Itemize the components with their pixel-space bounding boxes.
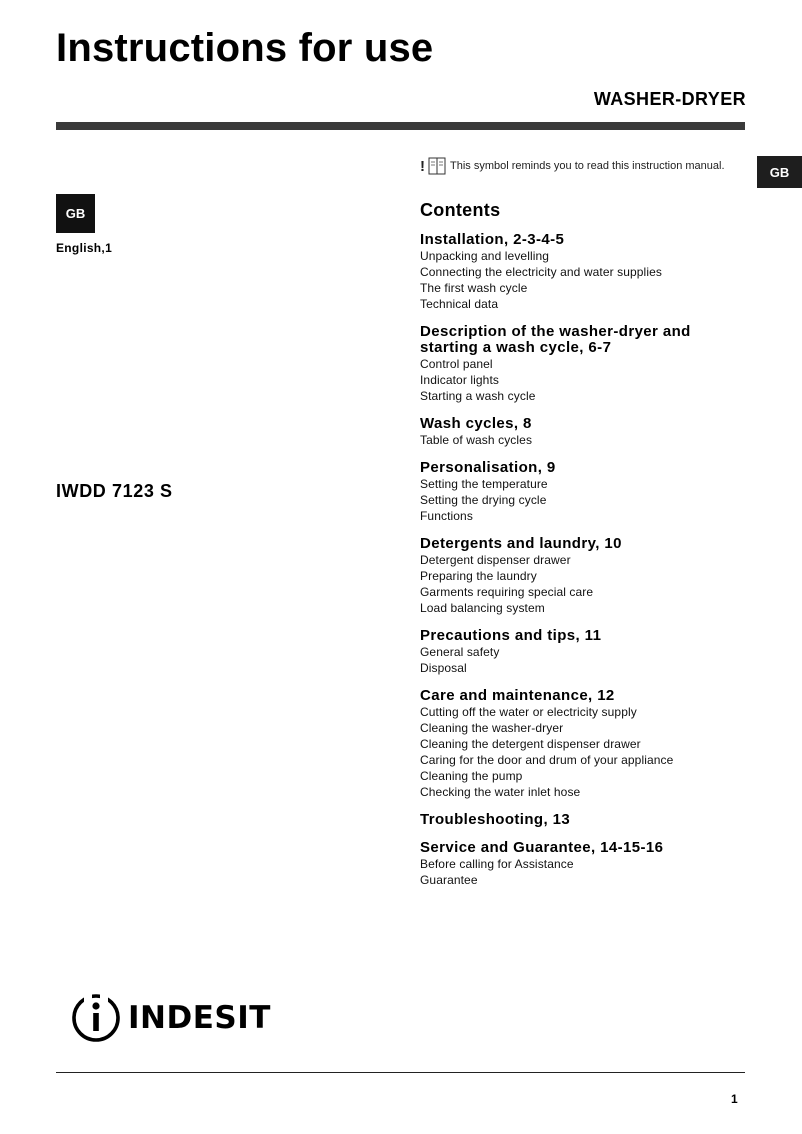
toc-item: Unpacking and levelling	[420, 249, 550, 263]
toc-item: The first wash cycle	[420, 281, 528, 295]
toc-item: General safety	[420, 645, 500, 659]
toc-item: Detergent dispenser drawer	[420, 553, 571, 567]
toc-sections	[420, 232, 750, 888]
toc-section-title: Wash cycles, 8	[420, 415, 532, 432]
table-of-contents	[420, 198, 750, 900]
toc-section-title: Precautions and tips, 11	[420, 627, 602, 644]
toc-section	[420, 536, 750, 616]
toc-section	[420, 840, 750, 888]
toc-section-title: Detergents and laundry, 10	[420, 535, 622, 552]
toc-section-title: Personalisation, 9	[420, 459, 556, 476]
notice-text: This symbol reminds you to read this instruction manual.	[450, 160, 725, 172]
toc-item: Cleaning the pump	[420, 769, 523, 783]
toc-item: Load balancing system	[420, 601, 545, 615]
toc-item: Preparing the laundry	[420, 569, 537, 583]
toc-section-title: Description of the washer-dryer and starting a wash cycle, 6-7	[420, 323, 691, 356]
toc-section-title: Service and Guarantee, 14-15-16	[420, 839, 664, 856]
product-type: WASHER-DRYER	[593, 89, 746, 109]
toc-item: Control panel	[420, 357, 493, 371]
contents-title: Contents	[420, 200, 501, 220]
toc-item: Functions	[420, 509, 473, 523]
manual-book-icon	[427, 157, 447, 175]
toc-item: Connecting the electricity and water supplies	[420, 265, 662, 279]
warning-mark: !	[420, 157, 425, 175]
toc-section-title: Troubleshooting, 13	[420, 811, 571, 828]
footer-divider	[56, 1072, 745, 1073]
brand-name: INDESIT	[128, 1000, 271, 1036]
toc-section	[420, 628, 750, 676]
toc-section	[420, 688, 750, 800]
toc-item: Garments requiring special care	[420, 585, 594, 599]
toc-item: Indicator lights	[420, 373, 499, 387]
indesit-logo-icon	[70, 992, 122, 1044]
toc-item: Technical data	[420, 297, 499, 311]
page-number: 1	[731, 1092, 738, 1106]
toc-item: Cutting off the water or electricity supply	[420, 705, 637, 719]
manual-notice	[420, 156, 725, 176]
toc-section	[420, 416, 750, 448]
toc-item: Table of wash cycles	[420, 433, 533, 447]
toc-section	[420, 460, 750, 524]
toc-section	[420, 812, 750, 828]
toc-item: Before calling for Assistance	[420, 857, 574, 871]
toc-section-title: Care and maintenance, 12	[420, 687, 615, 704]
model-number: IWDD 7123 S	[56, 481, 173, 501]
brand-logo	[70, 992, 271, 1044]
header-divider	[56, 122, 745, 130]
toc-item: Cleaning the washer-dryer	[420, 721, 564, 735]
language-badge: GB	[56, 194, 95, 233]
toc-item: Cleaning the detergent dispenser drawer	[420, 737, 641, 751]
toc-item: Setting the drying cycle	[420, 493, 547, 507]
toc-item: Guarantee	[420, 873, 478, 887]
toc-item: Checking the water inlet hose	[420, 785, 581, 799]
toc-item: Disposal	[420, 661, 467, 675]
page-title: Instructions for use	[56, 26, 434, 70]
toc-item: Setting the temperature	[420, 477, 548, 491]
toc-section	[420, 324, 750, 404]
toc-item: Starting a wash cycle	[420, 389, 536, 403]
toc-section-title: Installation, 2-3-4-5	[420, 231, 565, 248]
toc-item: Caring for the door and drum of your appliance	[420, 753, 674, 767]
language-label: English,1	[56, 241, 113, 255]
toc-section	[420, 232, 750, 312]
language-side-tab: GB	[757, 156, 802, 188]
